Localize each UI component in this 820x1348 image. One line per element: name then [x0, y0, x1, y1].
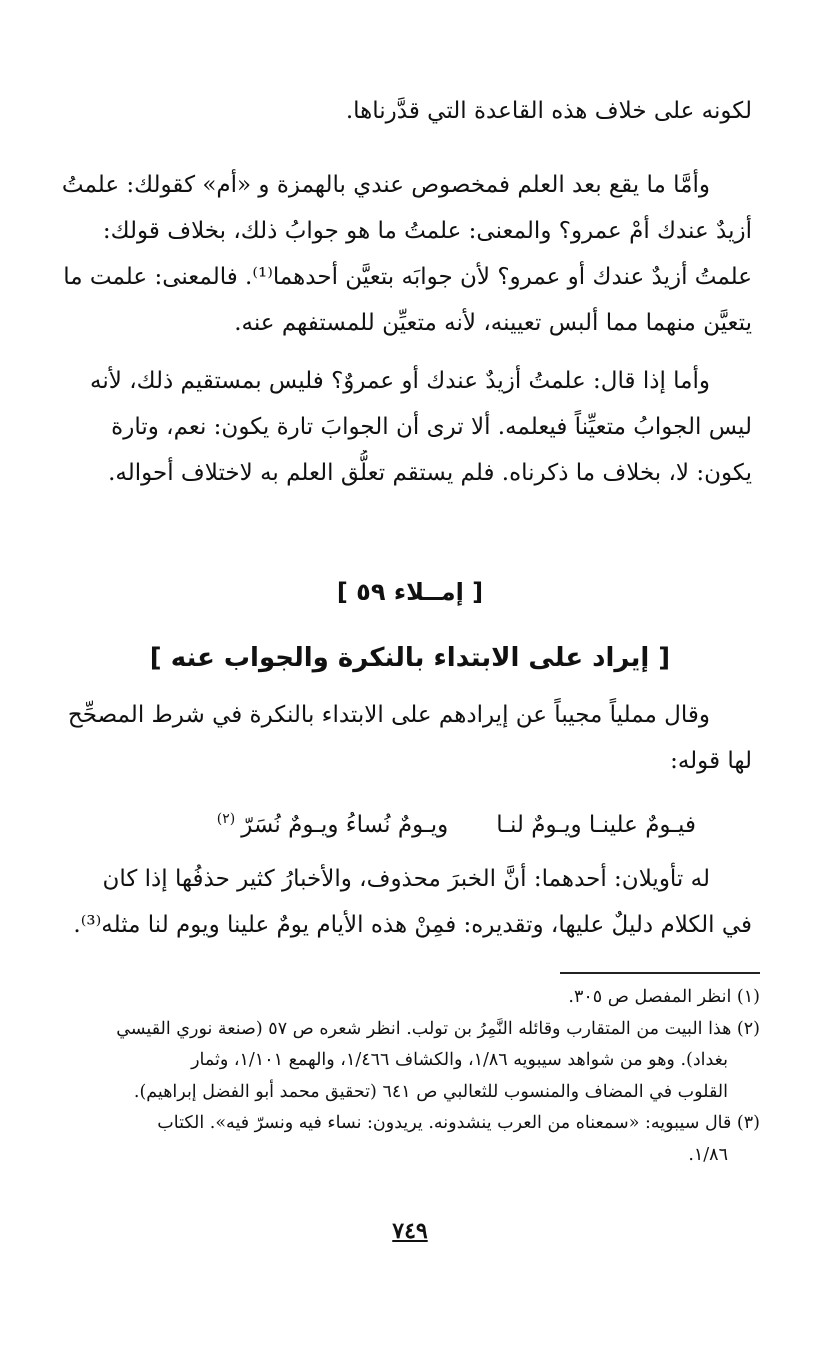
verse-second-hemistich: ويـومٌ نُساءُ ويـومٌ نُسَرّ — [241, 811, 449, 838]
paragraph-2 — [62, 162, 752, 346]
paragraph-4 — [62, 692, 752, 784]
section-heading: [ إمــلاء ٥٩ ] — [336, 578, 484, 606]
footnote-3-cont: ١/٨٦. — [688, 1144, 728, 1165]
paragraph-1 — [62, 88, 752, 134]
text-line: لها قوله: — [670, 748, 752, 774]
text-line: أزيدٌ عندك أمْ عمرو؟ والمعنى: علمتُ ما هو جوابُ ذلك، بخلاف قولك: — [102, 218, 752, 244]
footnote-divider — [560, 972, 760, 974]
paragraph-5 — [62, 856, 752, 948]
text-line: علمتُ أزيدٌ عندك أو عمرو؟ لأن جوابَه بتعيَّن أحدهما⁽¹⁾. فالمعنى: علمت ما — [63, 264, 752, 290]
footnote-1: (١) انظر المفصل ص ٣٠٥. — [568, 987, 760, 1007]
footnote-2-cont: بغداد). وهو من شواهد سيبويه ١/٨٦، والكشاف ١/٤٦٦، والهمع ١/١٠١، وثمار — [191, 1050, 728, 1070]
page-number: ٧٤٩ — [392, 1218, 428, 1244]
footnote-3: (٣) قال سيبويه: «سمعناه من العرب ينشدونه. يريدون: نساء فيه ونسرّ فيه». الكتاب — [157, 1113, 760, 1133]
footnote-marker: (٢) — [216, 811, 236, 827]
paragraph-3 — [62, 358, 752, 496]
text-line: لكونه على خلاف هذه القاعدة التي قدَّرناها. — [345, 98, 752, 124]
text-line: وأما إذا قال: علمتُ أزيدٌ عندك أو عمروٌ؟ فليس بمستقيم ذلك، لأنه — [90, 368, 710, 394]
footnote-2-cont: القلوب في المضاف والمنسوب للثعالبي ص ٦٤١ (تحقيق محمد أبو الفضل إبراهيم). — [133, 1081, 728, 1102]
text-line: يتعيَّن منهما مما ألبس تعيينه، لأنه متعيِّن للمستفهم عنه. — [234, 310, 752, 336]
text-line: في الكلام دليلٌ عليها، وتقديره: فمِنْ هذه الأيام يومٌ علينا ويوم لنا مثله⁽³⁾. — [73, 912, 752, 938]
text-line: وأمَّا ما يقع بعد العلم فمخصوص عندي بالهمزة و «أم» كقولك: علمتُ — [62, 172, 710, 198]
footnotes — [62, 982, 760, 1171]
text-line: وقال مملياً مجيباً عن إيرادهم على الابتداء بالنكرة في شرط المصحِّح — [67, 702, 710, 728]
text-line: له تأويلان: أحدهما: أنَّ الخبرَ محذوف، والأخبارُ كثير حذفُها إذا كان — [102, 866, 710, 892]
text-line: ليس الجوابُ متعيِّناً فيعلمه. ألا ترى أن الجوابَ تارة يكون: نعم، وتارة — [111, 414, 752, 440]
footnote-2: (٢) هذا البيت من المتقارب وقائله النَّمِرُ بن تولب. انظر شعره ص ٥٧ (صنعة نوري القيسي — [116, 1018, 760, 1039]
section-subheading: [ إيراد على الابتداء بالنكرة والجواب عنه ] — [149, 643, 671, 673]
text-line: يكون: لا، بخلاف ما ذكرناه. فلم يستقم تعلُّق العلم به لاختلاف أحواله. — [108, 460, 752, 486]
verse-first-hemistich: فيـومٌ علينـا ويـومٌ لنـا — [496, 811, 696, 838]
poetry-verse — [217, 796, 696, 848]
